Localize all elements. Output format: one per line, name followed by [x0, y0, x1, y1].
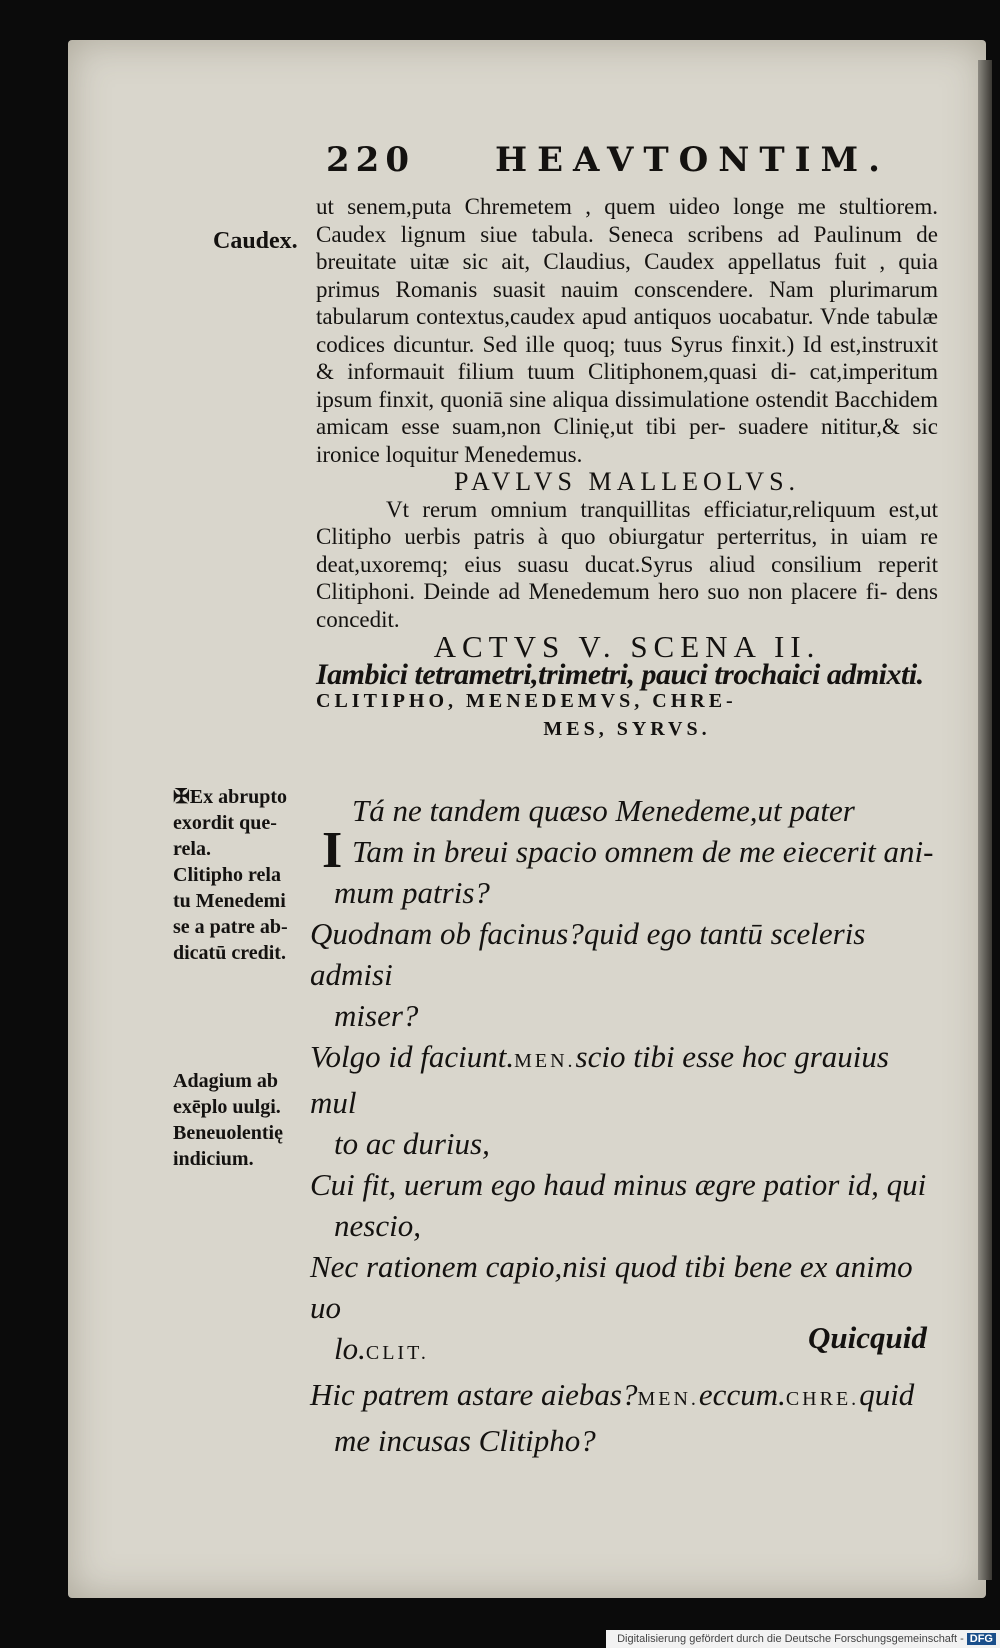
verse-text: quid: [859, 1377, 915, 1412]
margin-line: Beneuolentię: [173, 1122, 283, 1144]
speaker-tag: CLIT.: [365, 1342, 429, 1364]
verse-line: Cui fit, uerum ego haud minus ægre patior id, qui: [310, 1167, 927, 1202]
verse-line: Tá ne tandem quæso Menedeme,ut pater: [352, 793, 855, 828]
verse-line: [310, 1374, 940, 1420]
argument-paragraph: Vt rerum omnium tranquillitas efficiatur,reliquum est,ut Clitipho uerbis patris à quo obiurgatur perterritus, in uiam re deat,uxoremq; eius suasu ducat.Syrus aliud consilium reperit Clitiphoni. Deinde ad Menedemum hero suo non placere fi- dens concedit.: [316, 496, 938, 632]
margin-line: exordit que-: [173, 812, 277, 834]
running-head: HEAVTONTIM.: [495, 140, 890, 180]
margin-line: se a patre ab-: [173, 916, 288, 938]
act-scene-title: ACTVS V. SCENA II.: [433, 629, 821, 664]
verse-line: miser?: [334, 998, 419, 1033]
margin-line: Adagium ab: [173, 1070, 279, 1092]
verse-line: Tam in breui spacio omnem de me eiecerit ani-: [352, 834, 934, 869]
verse-text: lo.: [334, 1331, 366, 1366]
page-edge: [978, 60, 992, 1580]
margin-line: rela.: [173, 838, 211, 860]
verse-text: Volgo id faciunt.: [310, 1039, 515, 1074]
verse-text: eccum.: [698, 1377, 786, 1412]
margin-line: ✠Ex abrupto: [173, 786, 288, 808]
verse-line: me incusas Clitipho?: [334, 1423, 596, 1458]
commentary-block: [316, 193, 938, 743]
speaker-tag: MEN.: [514, 1050, 576, 1072]
commentator-heading: PAVLVS MALLEOLVS.: [453, 467, 801, 496]
margin-note-abrupto: [173, 784, 313, 966]
meter-note: Iambici tetrametri,trimetri, pauci trochaici admixti.: [316, 657, 924, 691]
verse-text: Hic patrem astare aiebas?: [310, 1377, 638, 1412]
verse-line: Quodnam ob facinus?quid ego tantū sceleris admisi: [310, 916, 866, 992]
drop-capital: I: [322, 822, 343, 879]
speakers-line: CLITIPHO, MENEDEMVS, CHRE-: [316, 690, 737, 712]
verse-line: [310, 1036, 940, 1123]
catchword: Quicquid: [808, 1320, 927, 1355]
verse-line: nescio,: [334, 1208, 421, 1243]
verse-text: scio tibi esse hoc grauius mul: [310, 1039, 889, 1120]
margin-line: tu Menedemi: [173, 890, 286, 912]
margin-note-adagium: [173, 1068, 313, 1172]
speakers-line: MES, SYRVS.: [543, 717, 711, 740]
footer-text: Digitalisierung gefördert durch die Deutsche Forschungsgemeinschaft -: [617, 1633, 964, 1645]
margin-line: exēplo uulgi.: [173, 1096, 281, 1118]
verse-block: [310, 790, 940, 1461]
margin-line: Clitipho rela: [173, 864, 281, 886]
speaker-tag: CHRE.: [785, 1388, 860, 1410]
margin-line: dicatū credit.: [173, 942, 286, 964]
dfg-logo: DFG: [967, 1633, 996, 1645]
page-number: 220: [326, 140, 415, 180]
verse-line: mum patris?: [334, 875, 490, 910]
verse-line: Nec rationem capio,nisi quod tibi bene ex animo uo: [310, 1249, 913, 1325]
margin-line: indicium.: [173, 1148, 254, 1170]
commentary-paragraph: ut senem,puta Chremetem , quem uideo longe me stultiorem. Caudex lignum siue tabula. Seneca scribens ad Paulinum de breuitate uitæ sic ait, Claudius, Caudex appellatus fuit , quia primus Romanis suasit nauim conscendere. Nam plurimarum tabularum contextus,caudex apud antiquos uocabatur. Vnde tabulæ codices dicuntur. Sed ille quoq; tuus Syrus finxit.) Id est,instruxit & informauit filium tuum Clitiphonem,quasi di- cat,imperitum ipsum finxit, quoniā sine aliqua dissimulatione ostendit Bacchidem amicam esse suam,non Clinię,ut tibi per- suadere nititur,& sic ironice loquitur Menedemus.: [316, 194, 938, 467]
speaker-tag: MEN.: [637, 1388, 699, 1410]
margin-note-caudex: Caudex.: [213, 228, 298, 254]
digitization-footer: [606, 1630, 1000, 1648]
verse-line: to ac durius,: [334, 1126, 490, 1161]
page-header: [320, 140, 930, 186]
